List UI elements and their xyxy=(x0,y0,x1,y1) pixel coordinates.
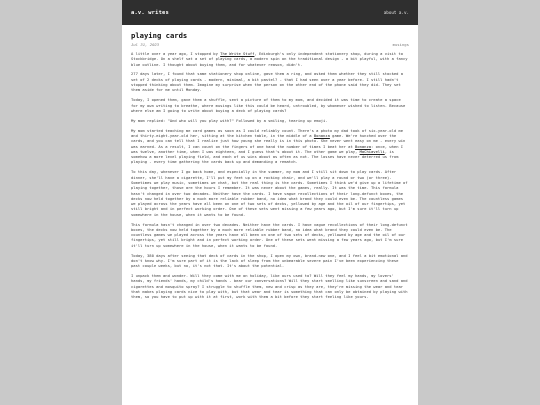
paragraph: I unpack them and wonder. Will they come with me on holiday, like ours used to? Will they feel my hands, my lovers' hands, my friends' hands, my child's hands - bear our conversations? Will they start smelling like sunscreen and sand and cigarettes and mosquito spray? I struggle to shuffle them, new and crisp as they are, they're missing the wear and tear that makes playing cards nice to play with, but that wear and tear is something that can only be obtained by playing with them, so you have to put up with it at first, work with them a bit before they start feeling like yours. xyxy=(131,273,408,300)
about-link[interactable]: about a.v. xyxy=(383,10,409,15)
post-body xyxy=(131,51,409,300)
post-title: playing cards xyxy=(131,31,188,40)
paragraph: A little over a year ago, I stopped by The Write Stuff, Edinburgh's only independent stationery shop, during a visit to Stockbridge. On a shelf sat a set of playing cards, a modern spin on the traditional design - a bit playful, with a fancy blue outline. I thought about buying them, and for whatever reason, didn't. xyxy=(131,51,408,67)
site-header xyxy=(122,0,418,25)
inline-link[interactable]: The Write Stuff xyxy=(220,51,255,56)
paragraph: To this day, whenever I go back home, and especially in the summer, my mom and I still sit down to play cards. After dinner, she'll have a cigarette, I'll put my feet up on a rocking chair, and we'll play a round or two (or three). Sometimes we play music, sometimes we chat, but the real thing is the cards. Sometimes I think we'd give up a lifetime of playing together, those are the hours I remember. It was never about the games, really. It was the time. This formula hasn't changed in over two decades. Neither have the cards. I have vague recollections of their long-defunct boxes, the decks now held together by a much more reliable rubber band, no idea what brand they could even be. The countless games we played across the years have all been on one of two sets of decks, yellowed by age and the oil of our fingertips, yet still bright and in perfect working order. One of these sets went missing a few years ago, but I'm sure it'll turn up somewhere in the house, when it wants to be found. xyxy=(131,169,408,217)
paragraph: This formula hasn't changed in over two decades. Neither have the cards. I have vague recollections of their long-defunct boxes, the decks now held together by a much more reliable rubber band, no idea what brand they could even be. The countless games we played across the years have all been on one of two sets of decks, yellowed by age and the oil of our fingertips, yet still bright and in perfect working order. One of these sets went missing a few years ago, but I'm sure it'll turn up somewhere in the house, when it wants to be found. xyxy=(131,221,408,248)
post-meta xyxy=(131,42,409,47)
post-content xyxy=(122,25,418,300)
inline-link[interactable]: Bonanza xyxy=(355,143,372,149)
page xyxy=(122,0,418,405)
post-date: Jul 31, 2023 xyxy=(131,42,160,47)
paragraph: Today, I opened them, gave them a shuffle, sent a picture of them to my mom, and decided it was time to create a space for my own writing to breathe, where musings like this could be heard, untroubled, by whomever wished to listen. Because where else am I going to write about buying a deck of playing cards? xyxy=(131,97,406,113)
inline-link[interactable]: MaChiavelli xyxy=(359,148,385,154)
inline-link[interactable]: Bonanza xyxy=(313,132,330,138)
paragraph: My mom started teaching me card games as soon as I could reliably count. There's a photo my dad took of six-year-old me and thirty-eight-year-old her, sitting at the kitchen table, in the middle of a Bonanza game. We're hunched over the cards, and you can tell that I realize just how young she really is in this photo. She never went easy on me - every win was earned. As a result, I can count on the fingers of one hand the number of times I beat her at Bonanza: once, when I was twelve, another time, when I was eighteen, and I guess that's about it. The other game we play, MaChiavelli, is somehow a more level playing field, and each of us wins about as often as not. The losses have never deterred us from playing - every time gathering the cards back up and demanding a rematch. xyxy=(131,127,406,165)
paragraph: 277 days later, I found that same stationery shop online, gave them a ring, and asked them whether they still stocked a set of 2 decks of playing cards - modern, minimal, a bit pastel? - that I had seen over a year before. I still hadn't stopped thinking about them. Imagine my surprise when the person on the other end of the phone said they did. They set them aside for me until Monday. xyxy=(131,71,404,93)
paragraph: Today, 380 days after seeing that deck of cards in the shop, I open my own, brand-new one, and I feel a bit emotional and don't know why. I'm sure part of it is the lack of sleep from the unbearable severe pain I've been experiencing these past couple weeks, but no, it's not that. It's about the potential. xyxy=(131,252,408,269)
post-category[interactable]: musings xyxy=(392,42,409,47)
paragraph: My mom replied: "And who will you play with?" Followed by a smiling, tearing up emoji. xyxy=(131,117,328,123)
site-name-link[interactable]: a.v. writes xyxy=(131,9,169,16)
